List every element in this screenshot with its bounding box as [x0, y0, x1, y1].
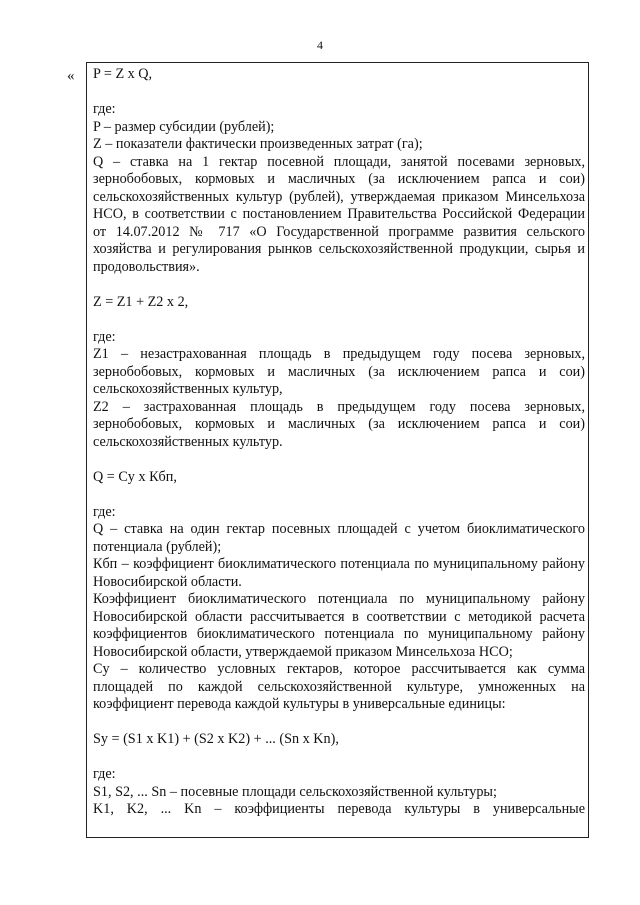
paragraph-spacer: [93, 714, 585, 732]
document-paragraph: где:: [93, 766, 116, 782]
document-paragraph: Sy = (S1 x K1) + (S2 x K2) + ... (Sn x Kn),: [93, 731, 339, 747]
document-paragraph: Кбп – коэффициент биоклиматического потенциала по муниципальному району Новосибирской области.: [93, 556, 585, 590]
document-paragraph: P – размер субсидии (рублей);: [93, 118, 275, 135]
document-paragraph: K1, K2, ... Kn – коэффициенты перевода культуры в универсальные: [93, 801, 585, 817]
document-paragraph: где:: [93, 101, 116, 117]
document-paragraph: Q – ставка на 1 гектар посевной площади, занятой посевами зерновых, зернобобовых, кормовых и масличных (за исключением рапса и сои) сельскохозяйственных культур (рублей), утверждаемая приказом Минсельхоза НСО, в соответствии с постановлением Правительства Российской Федерации от 14.07.2012 № 717 «О Государственной программе развития сельского хозяйства и регулирования рынков сельскохозяйственной продукции, сырья и продовольствия».: [93, 153, 585, 275]
document-paragraph: Z2 – застрахованная площадь в предыдущем году посева зерновых, зернобобовых, кормовых и масличных (за исключением рапса и сои) сельскохозяйственных культур.: [93, 398, 585, 450]
document-paragraph: где:: [93, 328, 116, 345]
opening-quote-mark: «: [67, 68, 75, 84]
document-paragraph: Коэффициент биоклиматического потенциала по муниципальному району Новосибирской области рассчитывается в соответствии с методикой расчета коэффициентов биоклиматического потенциала по муниципальному району Новосибирской области, утверждаемой приказом Минсельхоза НСО;: [93, 591, 585, 660]
document-paragraph: Z1 – незастрахованная площадь в предыдущем году посева зерновых, зернобобовых, кормовых и масличных (за исключением рапса и сои) сельскохозяйственных культур,: [93, 346, 585, 397]
document-paragraph: Q = Cy x Кбп,: [93, 468, 177, 485]
paragraph-spacer: [93, 451, 585, 469]
paragraph-spacer: [93, 749, 585, 767]
document-paragraph: Q – ставка на один гектар посевных площадей с учетом биоклиматического потенциала (рублей);: [93, 521, 585, 555]
document-paragraph: где:: [93, 503, 116, 520]
document-paragraph: Z = Z1 + Z2 x 2,: [93, 293, 189, 310]
document-paragraph: Z – показатели фактически произведенных затрат (га);: [93, 136, 423, 152]
document-body: [93, 66, 585, 819]
document-paragraph: P = Z x Q,: [93, 66, 153, 82]
paragraph-spacer: [93, 276, 585, 294]
document-paragraph: S1, S2, ... Sn – посевные площади сельскохозяйственной культуры;: [93, 783, 497, 800]
paragraph-spacer: [93, 84, 585, 102]
paragraph-spacer: [93, 311, 585, 329]
page-number: 4: [317, 38, 323, 52]
paragraph-spacer: [93, 486, 585, 504]
document-paragraph: Cy – количество условных гектаров, которое рассчитывается как сумма площадей по каждой сельскохозяйственной культуре, умноженных на коэффициент перевода каждой культуры в универсальные единицы:: [93, 661, 585, 712]
